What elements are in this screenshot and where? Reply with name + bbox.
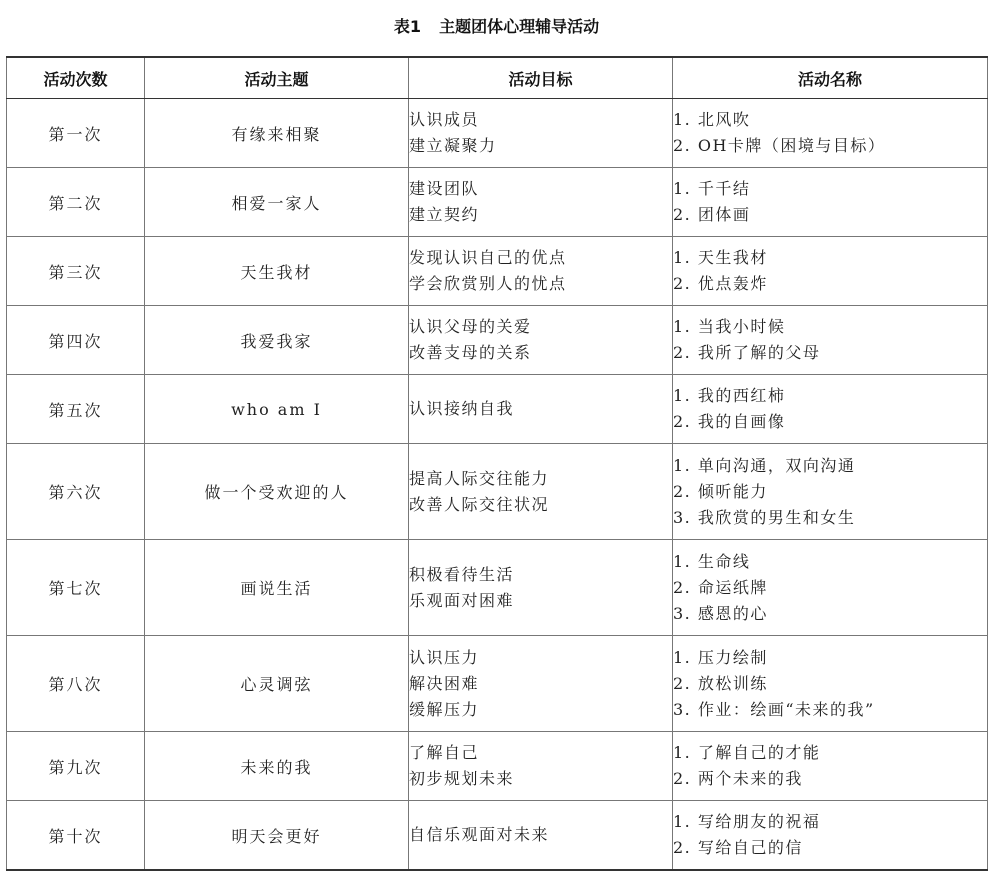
goal-line: 学会欣赏别人的忧点	[409, 274, 567, 293]
goal-line: 认识成员	[409, 110, 480, 129]
goal-line: 提高人际交往能力	[409, 468, 550, 488]
session-cell: 第五次	[7, 375, 145, 444]
session-cell: 第四次	[7, 306, 145, 375]
activity-line: 2. 优点轰炸	[673, 274, 768, 293]
activities-cell	[673, 444, 988, 540]
theme-cell: 相爱一家人	[145, 168, 409, 237]
table-row	[7, 306, 988, 375]
goal-line: 发现认识自己的优点	[409, 248, 567, 267]
session-cell: 第九次	[7, 732, 145, 801]
theme-cell: 画说生活	[145, 540, 409, 636]
activity-table	[6, 56, 988, 871]
activity-line: 2. OH卡牌（困境与目标）	[673, 136, 886, 155]
table-row	[7, 168, 988, 237]
goal-line: 乐观面对困难	[409, 590, 515, 610]
table-caption	[0, 16, 993, 38]
activity-line: 3. 感恩的心	[673, 603, 768, 623]
activity-line: 1. 当我小时候	[673, 317, 786, 336]
goal-line: 建立凝聚力	[409, 136, 497, 155]
activities-cell	[673, 99, 988, 168]
table-row	[7, 801, 988, 871]
activity-line: 2. 团体画	[673, 205, 751, 224]
goal-line: 了解自己	[409, 743, 480, 762]
theme-cell: 做一个受欢迎的人	[145, 444, 409, 540]
activity-line: 2. 命运纸牌	[673, 577, 768, 597]
activity-line: 1. 了解自己的才能	[673, 743, 821, 762]
theme-cell: 有缘来相聚	[145, 99, 409, 168]
goal-line: 积极看待生活	[409, 564, 515, 584]
session-cell: 第七次	[7, 540, 145, 636]
goal-line: 改善人际交往状况	[409, 494, 550, 514]
activity-line: 1. 千千结	[673, 179, 751, 198]
activities-cell	[673, 540, 988, 636]
table-row	[7, 444, 988, 540]
activity-line: 1. 北风吹	[673, 110, 751, 129]
goal-line: 认识压力	[409, 647, 480, 667]
theme-cell: 天生我材	[145, 237, 409, 306]
theme-cell: 明天会更好	[145, 801, 409, 871]
table-title: 主题团体心理辅导活动	[439, 17, 600, 36]
goals-cell	[409, 168, 673, 237]
header-activities: 活动名称	[673, 57, 988, 99]
session-cell: 第八次	[7, 636, 145, 732]
header-theme: 活动主题	[145, 57, 409, 99]
goals-cell	[409, 237, 673, 306]
activity-line: 1. 写给朋友的祝福	[673, 812, 821, 831]
activities-cell	[673, 237, 988, 306]
activities-cell	[673, 732, 988, 801]
table-row	[7, 99, 988, 168]
goals-cell	[409, 732, 673, 801]
activity-line: 1. 生命线	[673, 551, 751, 571]
activities-cell	[673, 375, 988, 444]
goal-line: 建立契约	[409, 205, 480, 224]
goal-line: 认识父母的关爱	[409, 317, 532, 336]
table-number: 表1	[393, 17, 422, 36]
goal-line: 初步规划未来	[409, 769, 515, 788]
goal-line: 自信乐观面对未来	[409, 825, 550, 844]
session-cell: 第六次	[7, 444, 145, 540]
session-cell: 第三次	[7, 237, 145, 306]
header-session: 活动次数	[7, 57, 145, 99]
activities-cell	[673, 168, 988, 237]
theme-cell: 未来的我	[145, 732, 409, 801]
activities-cell	[673, 801, 988, 871]
goals-cell	[409, 636, 673, 732]
activity-line: 1. 压力绘制	[673, 647, 768, 667]
activity-line: 2. 我所了解的父母	[673, 343, 821, 362]
activity-line: 1. 天生我材	[673, 248, 768, 267]
activities-cell	[673, 636, 988, 732]
activity-line: 2. 放松训练	[673, 673, 768, 693]
table-header-row	[7, 57, 988, 99]
activity-line: 2. 我的自画像	[673, 412, 786, 431]
activity-line: 1. 我的西红柿	[673, 386, 786, 405]
goal-line: 认识接纳自我	[409, 399, 515, 418]
goals-cell	[409, 444, 673, 540]
goal-line: 建设团队	[409, 179, 480, 198]
theme-cell: 心灵调弦	[145, 636, 409, 732]
goals-cell	[409, 375, 673, 444]
table-row	[7, 375, 988, 444]
table-row	[7, 732, 988, 801]
table-row	[7, 636, 988, 732]
header-goals: 活动目标	[409, 57, 673, 99]
table-row	[7, 540, 988, 636]
activity-line: 3. 作业：绘画“未来的我”	[673, 699, 875, 719]
activity-line: 2. 写给自己的信	[673, 838, 803, 857]
goals-cell	[409, 801, 673, 871]
activity-line: 1. 单向沟通，双向沟通	[673, 455, 856, 475]
goal-line: 解决困难	[409, 673, 480, 693]
goals-cell	[409, 540, 673, 636]
activity-line: 2. 两个未来的我	[673, 769, 803, 788]
theme-cell: 我爱我家	[145, 306, 409, 375]
activity-line: 2. 倾听能力	[673, 481, 768, 501]
goal-line: 缓解压力	[409, 699, 480, 719]
session-cell: 第二次	[7, 168, 145, 237]
goals-cell	[409, 306, 673, 375]
session-cell: 第一次	[7, 99, 145, 168]
activity-line: 3. 我欣赏的男生和女生	[673, 507, 856, 527]
table-row	[7, 237, 988, 306]
theme-cell: who am I	[145, 375, 409, 444]
session-cell: 第十次	[7, 801, 145, 871]
goals-cell	[409, 99, 673, 168]
activities-cell	[673, 306, 988, 375]
goal-line: 改善支母的关系	[409, 343, 532, 362]
